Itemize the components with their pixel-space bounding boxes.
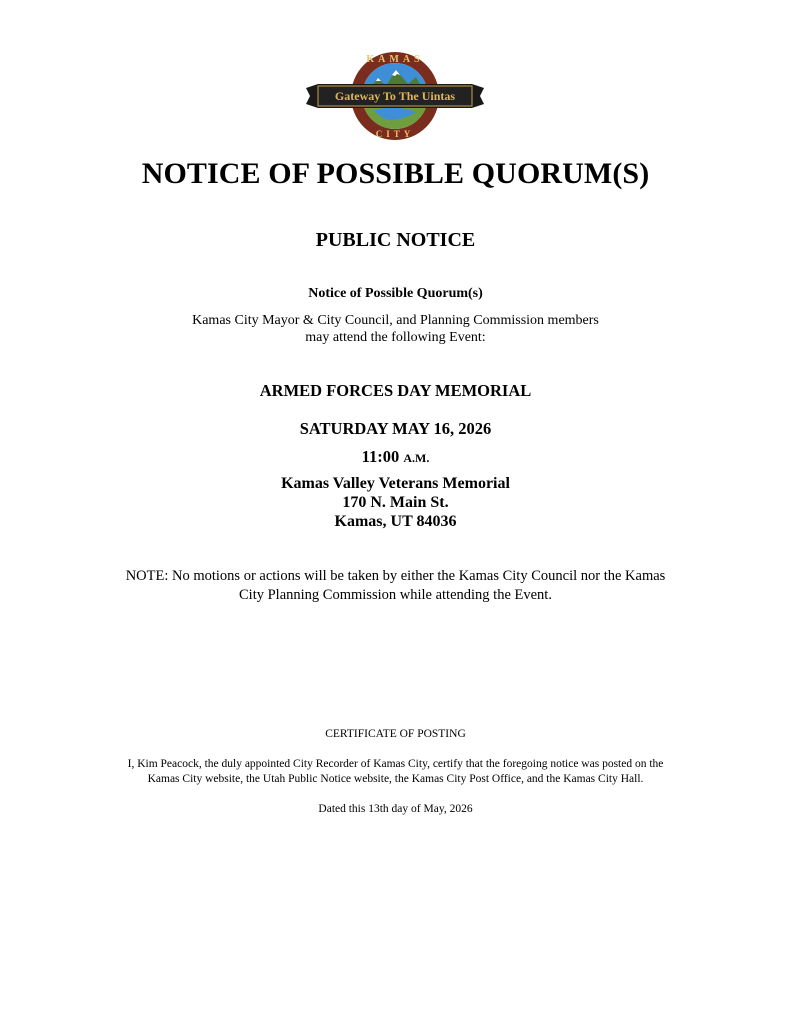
subtitle: PUBLIC NOTICE [315,229,476,251]
certificate-line-2: Kamas City website, the Utah Public Notice website, the Kamas City Post Office, and the Kamas City Hall. [147,773,644,785]
event-location-name: Kamas Valley Veterans Memorial [281,475,510,492]
certificate-heading: CERTIFICATE OF POSTING [325,728,466,740]
event-address: 170 N. Main St. [342,494,449,511]
page-title: NOTICE OF POSSIBLE QUORUM(S) [141,157,650,190]
certificate-dated: Dated this 13th day of May, 2026 [318,803,473,815]
note-line-2: City Planning Commission while attending the Event. [239,587,552,603]
intro-line-1: Kamas City Mayor & City Council, and Planning Commission members [192,313,599,328]
logo-banner-text: Gateway To The Uintas [334,89,456,103]
note-line-1: NOTE: No motions or actions will be taken by either the Kamas City Council nor the Kamas [125,568,666,584]
kamas-city-logo [304,50,486,142]
event-time [0,447,791,467]
certificate-line-1: I, Kim Peacock, the duly appointed City Recorder of Kamas City, certify that the foregoing notice was posted on the [127,758,664,770]
logo-top-text: KAMAS [366,54,424,65]
event-time-number: 11:00 [361,447,400,466]
event-time-suffix: A.M. [403,451,430,465]
notice-heading: Notice of Possible Quorum(s) [308,286,483,301]
event-city: Kamas, UT 84036 [334,513,457,530]
logo-bottom-text: CITY [375,129,415,139]
intro-line-2: may attend the following Event: [305,330,486,345]
event-date: SATURDAY MAY 16, 2026 [299,419,492,438]
event-name: ARMED FORCES DAY MEMORIAL [259,381,532,400]
